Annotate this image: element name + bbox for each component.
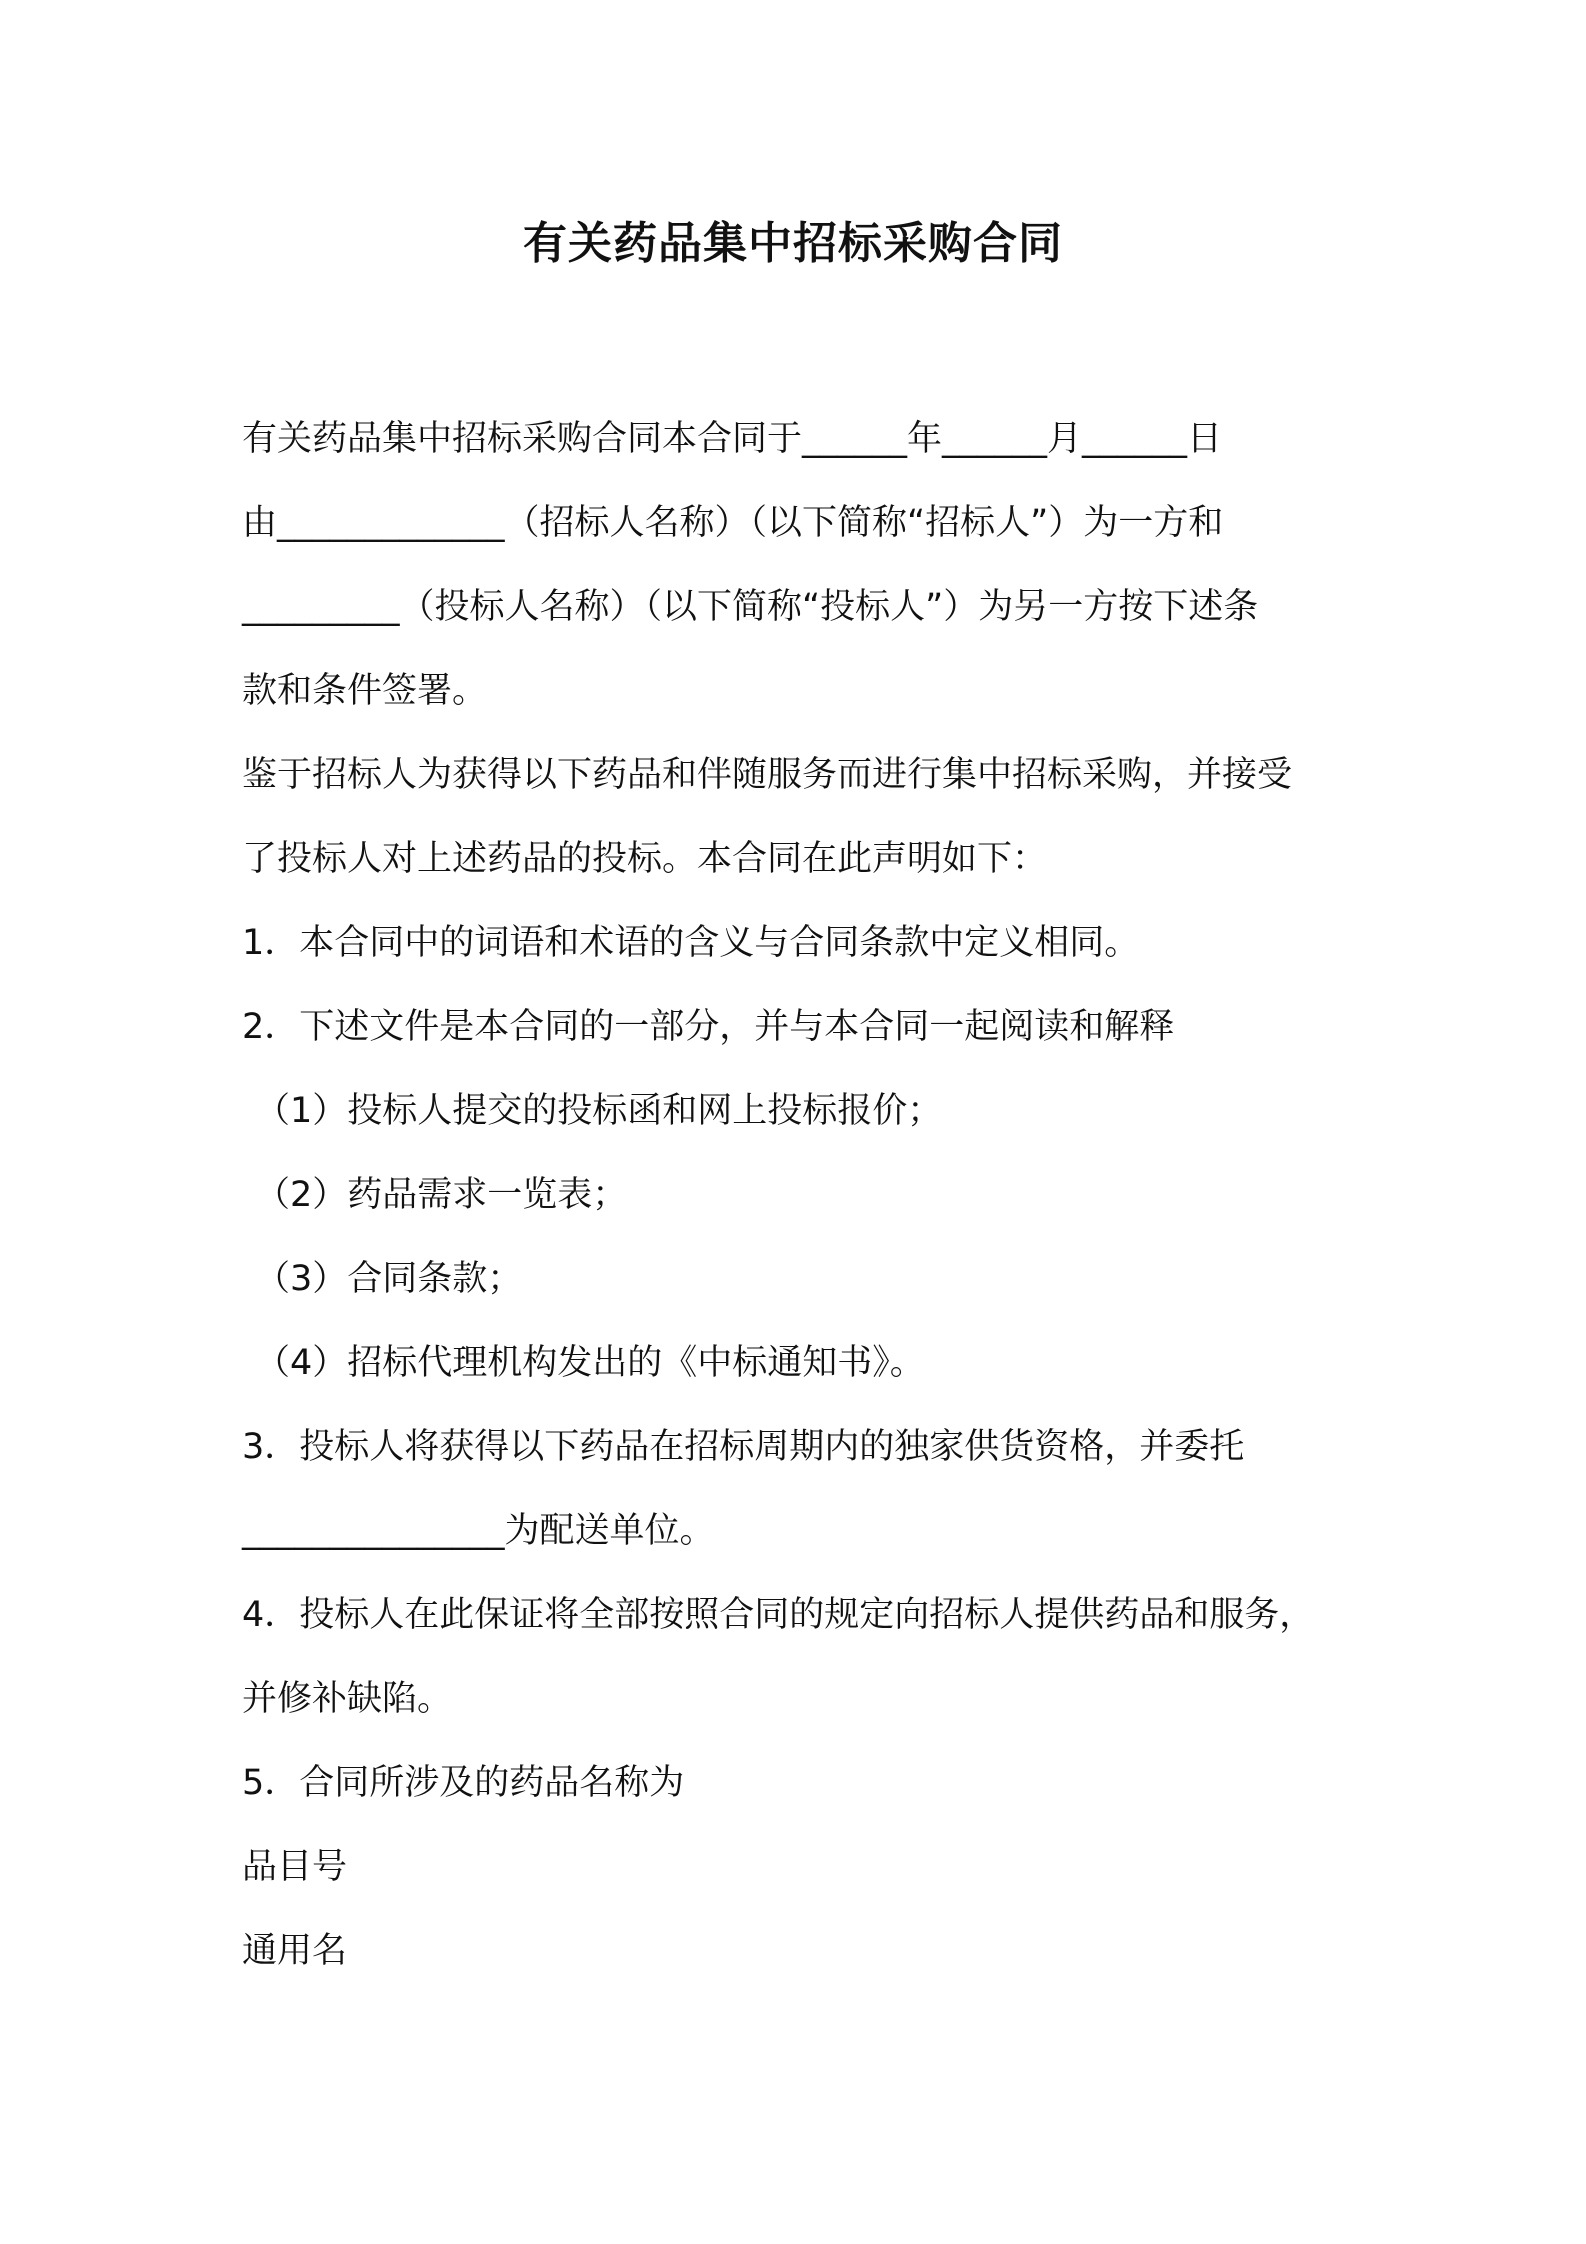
clause-4-continued: 并修补缺陷。 [242,1679,453,1719]
paragraph-line: 款和条件签署。 [242,671,488,711]
clause-2-item-1: （1）投标人提交的投标函和网上投标报价； [255,1091,943,1131]
clause-2-item-4: （4）招标代理机构发出的《中标通知书》。 [255,1343,925,1383]
paragraph-line: 由_____________（招标人名称）（以下简称“招标人”）为一方和 [242,503,1224,543]
clause-5: 5．合同所涉及的药品名称为 [242,1763,685,1803]
paragraph-line: 有关药品集中招标采购合同本合同于______年______月______日 [242,419,1223,459]
clause-3-continued: _______________为配送单位。 [242,1511,715,1551]
clause-4: 4．投标人在此保证将全部按照合同的规定向招标人提供药品和服务， [242,1595,1315,1635]
paragraph-line: 鉴于招标人为获得以下药品和伴随服务而进行集中招标采购，并接受 [242,755,1293,795]
clause-2-item-3: （3）合同条款； [255,1259,523,1299]
document-body [242,404,1362,2000]
paragraph-line: _________（投标人名称）（以下简称“投标人”）为另一方按下述条 [242,587,1259,627]
paragraph-line: 了投标人对上述药品的投标。本合同在此声明如下： [242,839,1048,879]
field-label-generic-name: 通用名 [242,1931,348,1971]
field-label-item-number: 品目号 [242,1847,348,1887]
clause-2: 2．下述文件是本合同的一部分，并与本合同一起阅读和解释 [242,1007,1175,1047]
clause-3: 3．投标人将获得以下药品在招标周期内的独家供货资格，并委托 [242,1427,1245,1467]
clause-1: 1．本合同中的词语和术语的含义与合同条款中定义相同。 [242,923,1140,963]
clause-2-item-2: （2）药品需求一览表； [255,1175,628,1215]
document-title: 有关药品集中招标采购合同 [523,218,1063,269]
